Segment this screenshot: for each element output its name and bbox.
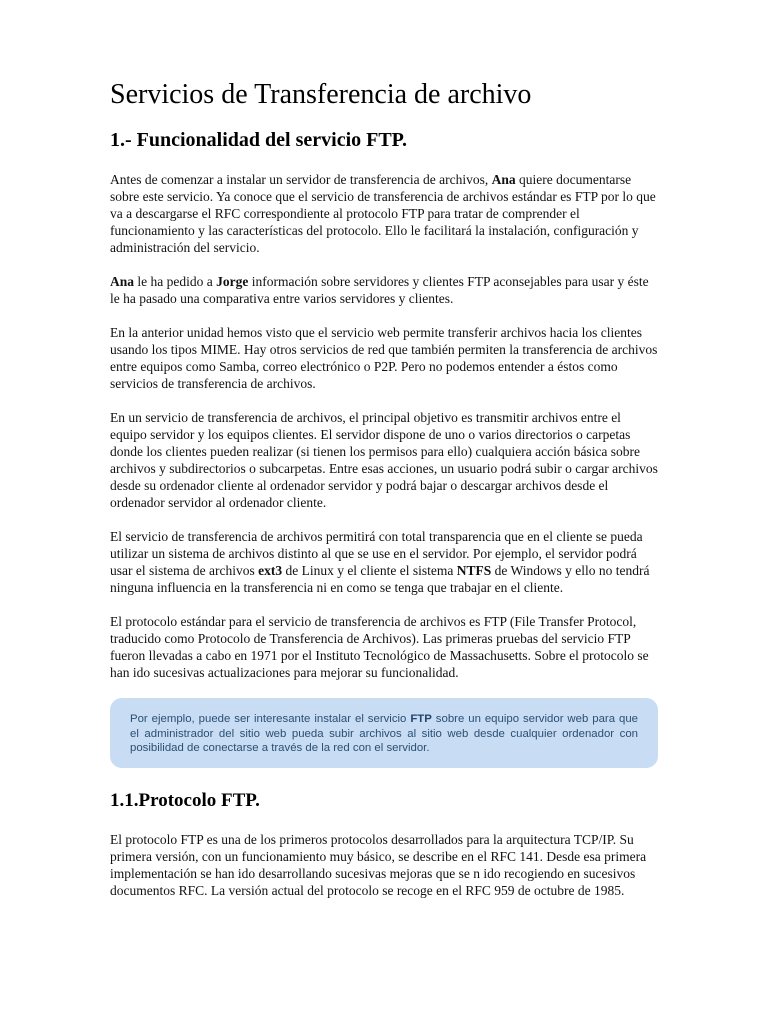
bold-name-ana: Ana — [110, 274, 135, 289]
paragraph-historia-ftp: El protocolo FTP es una de los primeros protocolos desarrollados para la arquitectura TCP/IP. Su primera versión, con un funcionamiento muy básico, se describe en el RFC 141. Desde esa primera implementación se han ido desarrollando sucesivas mejoras que se n ido recogiendo en sucesivos documentos RFC. La versión actual del protocolo se recoge en el RFC 959 de octubre de 1985. — [110, 831, 647, 898]
document-body — [110, 78, 658, 916]
paragraph-intro — [110, 171, 658, 256]
text-run: quiere documentarse sobre este servicio. Ya conoce que el servicio de transferencia de archivos estándar es FTP por lo que va a descargarse el RFC correspondiente al protocolo FTP para tratar de comprender el funcionamiento y las características del protocolo. Ello le facilitará la instalación, configuración y administración del servicio. — [110, 172, 656, 255]
paragraph-objetivo: En un servicio de transferencia de archivos, el principal objetivo es transmitir archivos entre el equipo servidor y los equipos clientes. El servidor dispone de uno o varios directorios o carpetas donde los clientes pueden realizar (si tienen los permisos para ello) cualquiera acción básica sobre archivos y subdirectorios o subcarpetas. Entre esas acciones, un usuario podrá subir o cargar archivos desde su ordenador cliente al ordenador servidor y podrá bajar o descargar archivos desde el ordenador servidor al ordenador cliente. — [110, 410, 658, 510]
text-run: de Linux y el cliente el sistema — [282, 563, 457, 578]
section-heading-funcionalidad: 1.- Funcionalidad del servicio FTP. — [110, 129, 408, 151]
text-run: le ha pedido a — [134, 274, 217, 289]
bold-ntfs: NTFS — [456, 563, 492, 578]
bold-name-jorge: Jorge — [216, 274, 249, 289]
text-run: de Windows y ello no tendrá ninguna influencia en la transferencia ni en como se tenga que trabajar en el cliente. — [110, 563, 650, 595]
paragraph-protocolo-estandar: El protocolo estándar para el servicio de transferencia de archivos es FTP (File Transfer Protocol, traducido como Protocolo de Transferencia de Archivos). Las primeras pruebas del servicio FTP fueron llevadas a cabo en 1971 por el Instituto Tecnológico de Massachusetts. Sobre el protocolo se han ido sucesivas actualizaciones para mejorar su funcionalidad. — [110, 614, 649, 680]
bold-ext3: ext3 — [258, 563, 283, 578]
text-run: El servicio de transferencia de archivos permitirá con total transparencia que en el cliente se pueda utilizar un sistema de archivos distinto al que se use en el servidor. Por ejemplo, el servidor podrá usar el sistema de archivos — [110, 529, 643, 578]
text-run: Antes de comenzar a instalar un servidor de transferencia de archivos, — [110, 172, 492, 187]
example-callout-box — [110, 698, 658, 768]
text-run: sobre un equipo servidor web para que el administrador del sitio web pueda subir archivos al sitio web desde cualquier ordenador con posibilidad de conectarse a través de la red con el servidor. — [130, 713, 639, 754]
paragraph-transparencia — [110, 528, 658, 596]
text-run: Por ejemplo, puede ser interesante instalar el servicio — [130, 713, 411, 725]
bold-ftp: FTP — [410, 713, 432, 725]
paragraph-jorge — [110, 273, 658, 307]
text-run: información sobre servidores y clientes FTP aconsejables para usar y éste le ha pasado una comparativa entre varios servidores y clientes. — [110, 274, 649, 306]
bold-name-ana: Ana — [491, 172, 516, 187]
paragraph-mime: En la anterior unidad hemos visto que el servicio web permite transferir archivos hacia los clientes usando los tipos MIME. Hay otros servicios de red que también permiten la transferencia de archivos entre equipos como Samba, correo electrónico o P2P. Pero no podemos entender a éstos como servicios de transferencia de archivos. — [110, 325, 658, 391]
page-title: Servicios de Transferencia de archivo — [110, 79, 532, 110]
section-heading-protocolo-ftp: 1.1.Protocolo FTP. — [110, 789, 260, 811]
